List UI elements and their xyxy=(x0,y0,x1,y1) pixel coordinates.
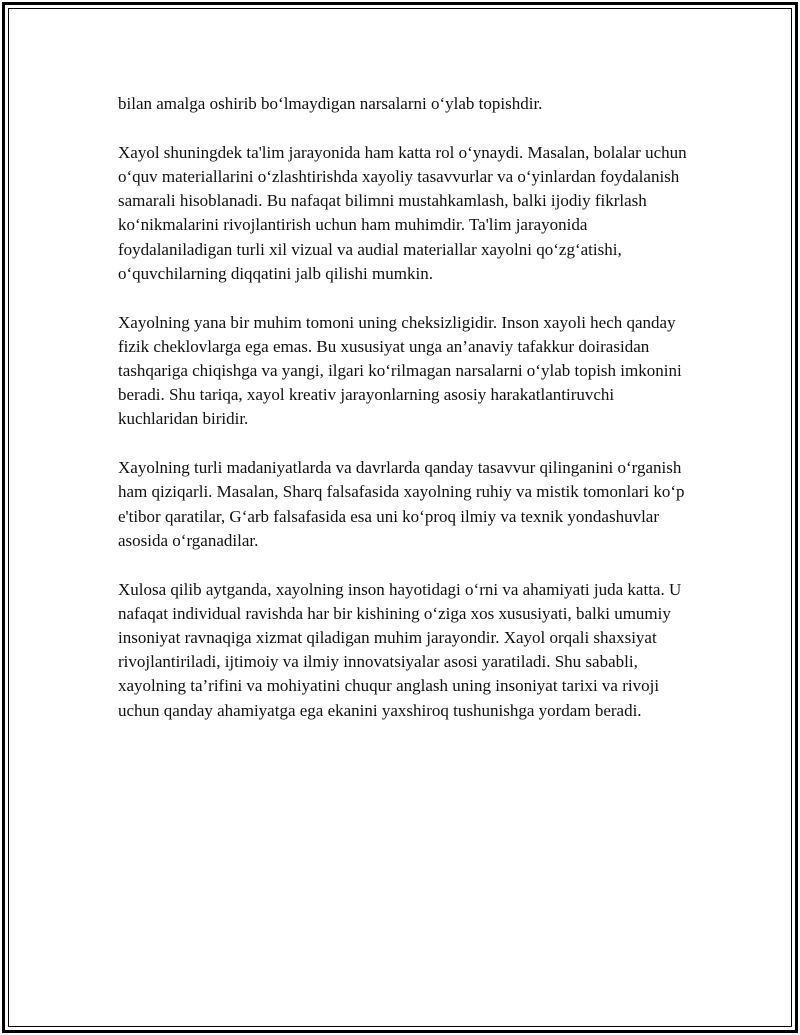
document-body xyxy=(118,92,698,723)
paragraph-1: bilan amalga oshirib boʻlmaydigan narsalarni oʻylab topishdir. xyxy=(118,94,543,113)
paragraph-5: Xulosa qilib aytganda, xayolning inson hayotidagi oʻrni va ahamiyati juda katta. U nafaqat individual ravishda har bir kishining oʻziga xos xususiyati, balki umumiy insoniyat ravnaqiga xizmat qiladigan muhim jarayondir. Xayol orqali shaxsiyat rivojlantiriladi, ijtimoiy va ilmiy innovatsiyalar asosi yaratiladi. Shu sababli, xayolning ta’rifini va mohiyatini chuqur anglash uning insoniyat tarixi va rivoji uchun qanday ahamiyatga ega ekanini yaxshiroq tushunishga yordam beradi. xyxy=(118,579,682,720)
paragraph-2: Xayol shuningdek ta'lim jarayonida ham katta rol oʻynaydi. Masalan, bolalar uchun oʻquv materiallarini oʻzlashtirishda xayoliy tasavvurlar va oʻyinlardan foydalanish samarali hisoblanadi. Bu nafaqat bilimni mustahkamlash, balki ijodiy fikrlash koʻnikmalarini rivojlantirish uchun ham muhimdir. Ta'lim jarayonida foydalaniladigan turli xil vizual va audial materiallar xayolni qoʻzgʻatishi, oʻquvchilarning diqqatini jalb qilishi mumkin. xyxy=(118,142,687,283)
paragraph-4: Xayolning turli madaniyatlarda va davrlarda qanday tasavvur qilinganini oʻrganish ham qiziqarli. Masalan, Sharq falsafasida xayolning ruhiy va mistik tomonlari koʻp e'tibor qaratilar, Gʻarb falsafasida esa uni koʻproq ilmiy va texnik yondashuvlar asosida oʻrganadilar. xyxy=(118,458,685,550)
paragraph-3: Xayolning yana bir muhim tomoni uning cheksizligidir. Inson xayoli hech qanday fizik cheklovlarga ega emas. Bu xususiyat unga an’anaviy tafakkur doirasidan tashqariga chiqishga va yangi, ilgari koʻrilmagan narsalarni oʻylab topish imkonini beradi. Shu tariqa, xayol kreativ jarayonlarning asosiy harakatlantiruvchi kuchlaridan biridir. xyxy=(118,312,682,429)
